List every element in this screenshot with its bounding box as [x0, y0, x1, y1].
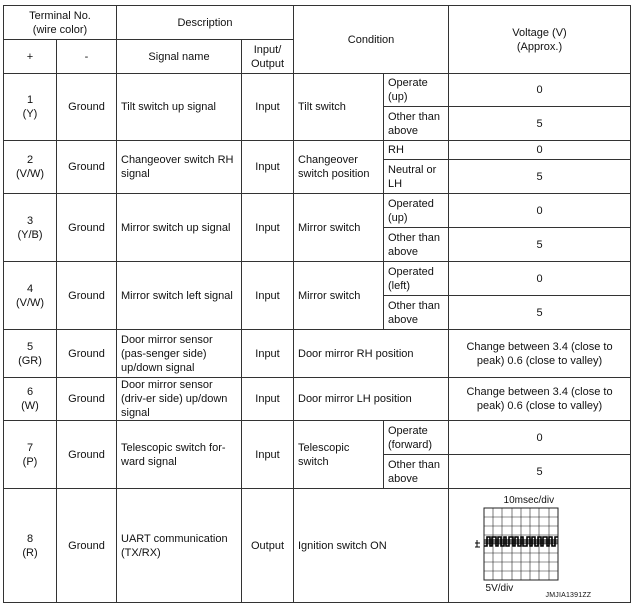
terminal-cell — [4, 378, 57, 421]
wire-color: (GR) — [18, 354, 42, 367]
ground-cell: Ground — [57, 330, 117, 378]
ground-cell: Ground — [57, 262, 117, 330]
condition-cell: Telescopic switch — [294, 421, 384, 489]
wire-color: (P) — [22, 455, 38, 468]
signal-name: Door mirror sensor (pas-senger side) up/down signal — [117, 330, 242, 378]
sub-condition: Other than above — [384, 296, 449, 330]
header-description: Description — [117, 6, 294, 40]
oscilloscope-waveform — [470, 494, 610, 598]
terminal-number: 4 — [26, 282, 34, 295]
signal-name: Telescopic switch for-ward signal — [117, 421, 242, 489]
condition-cell: Door mirror RH position — [294, 330, 449, 378]
signal-name: Changeover switch RH signal — [117, 141, 242, 194]
ground-cell: Ground — [57, 141, 117, 194]
sub-condition: Other than above — [384, 107, 449, 141]
condition-cell: Ignition switch ON — [294, 489, 449, 603]
terminal-cell — [4, 262, 57, 330]
sub-condition: Operate (forward) — [384, 421, 449, 455]
ground-cell: Ground — [57, 489, 117, 603]
terminal-cell — [4, 74, 57, 141]
header-io-line2: Output — [250, 57, 285, 70]
condition-cell: Mirror switch — [294, 194, 384, 262]
voltage-value: 5 — [449, 455, 631, 489]
header-io-line1: Input/ — [253, 43, 282, 56]
wire-color: (Y) — [22, 108, 38, 120]
terminal-number: 6 — [26, 386, 34, 398]
voltage-value: 5 — [449, 107, 631, 141]
voltage-value: 5 — [449, 228, 631, 262]
terminal-number: 8 — [26, 532, 34, 545]
voltage-value: 5 — [449, 160, 631, 194]
terminal-number: 5 — [26, 340, 34, 353]
wire-color: (R) — [22, 546, 38, 559]
signal-name: Mirror switch left signal — [117, 262, 242, 330]
terminal-number: 1 — [26, 94, 34, 106]
time-div-label: 10msec/div — [503, 494, 555, 506]
header-plus: + — [4, 40, 57, 74]
header-terminal-no: Terminal No. — [29, 9, 91, 22]
header-minus: - — [57, 40, 117, 74]
voltage-value: 0 — [449, 141, 631, 160]
wire-color: (V/W) — [15, 296, 45, 309]
condition-cell: Mirror switch — [294, 262, 384, 330]
wire-color: (Y/B) — [17, 228, 43, 241]
header-terminal — [4, 6, 117, 40]
sub-condition: Neutral or LH — [384, 160, 449, 194]
header-condition: Condition — [294, 6, 449, 74]
header-wire-color: (wire color) — [32, 23, 88, 36]
terminal-spec-table — [3, 5, 631, 603]
waveform-cell — [449, 489, 631, 603]
sub-condition: Operate (up) — [384, 74, 449, 107]
voltage-value: 5 — [449, 296, 631, 330]
terminal-number: 7 — [26, 441, 34, 454]
wire-color: (V/W) — [15, 168, 45, 180]
io-cell: Input — [242, 378, 294, 421]
condition-cell: Tilt switch — [294, 74, 384, 141]
signal-name: Mirror switch up signal — [117, 194, 242, 262]
sub-condition: Other than above — [384, 228, 449, 262]
voltage-value: Change between 3.4 (close to peak) 0.6 (close to valley) — [449, 378, 631, 421]
io-cell: Input — [242, 141, 294, 194]
header-signal-name: Signal name — [117, 40, 242, 74]
signal-name: UART communication (TX/RX) — [117, 489, 242, 603]
ground-cell: Ground — [57, 421, 117, 489]
header-voltage — [449, 6, 631, 74]
io-cell: Input — [242, 194, 294, 262]
condition-cell: Door mirror LH position — [294, 378, 449, 421]
voltage-value: 0 — [449, 262, 631, 296]
io-cell: Input — [242, 330, 294, 378]
header-voltage-label: Voltage (V) — [512, 26, 567, 39]
volt-div-label: 5V/div — [485, 582, 514, 594]
ground-cell: Ground — [57, 74, 117, 141]
io-cell: Input — [242, 262, 294, 330]
voltage-value: 0 — [449, 421, 631, 455]
terminal-number: 2 — [26, 154, 34, 166]
terminal-cell — [4, 421, 57, 489]
header-io — [242, 40, 294, 74]
header-approx: (Approx.) — [516, 40, 563, 53]
sub-condition: Operated (left) — [384, 262, 449, 296]
terminal-cell — [4, 489, 57, 603]
terminal-cell — [4, 141, 57, 194]
terminal-cell — [4, 330, 57, 378]
voltage-value: 0 — [449, 194, 631, 228]
wire-color: (W) — [21, 400, 39, 412]
sub-condition: Operated (up) — [384, 194, 449, 228]
io-cell: Input — [242, 421, 294, 489]
ground-cell: Ground — [57, 194, 117, 262]
figure-code: JMJIA1391ZZ — [545, 591, 592, 599]
terminal-cell — [4, 194, 57, 262]
io-cell: Output — [242, 489, 294, 603]
voltage-value: Change between 3.4 (close to peak) 0.6 (close to valley) — [449, 330, 631, 378]
terminal-number: 3 — [26, 214, 34, 227]
sub-condition: RH — [384, 141, 449, 160]
signal-name: Door mirror sensor (driv-er side) up/down signal — [117, 378, 242, 421]
voltage-value: 0 — [449, 74, 631, 107]
condition-cell: Changeover switch position — [294, 141, 384, 194]
io-cell: Input — [242, 74, 294, 141]
signal-name: Tilt switch up signal — [117, 74, 242, 141]
ground-cell: Ground — [57, 378, 117, 421]
sub-condition: Other than above — [384, 455, 449, 489]
